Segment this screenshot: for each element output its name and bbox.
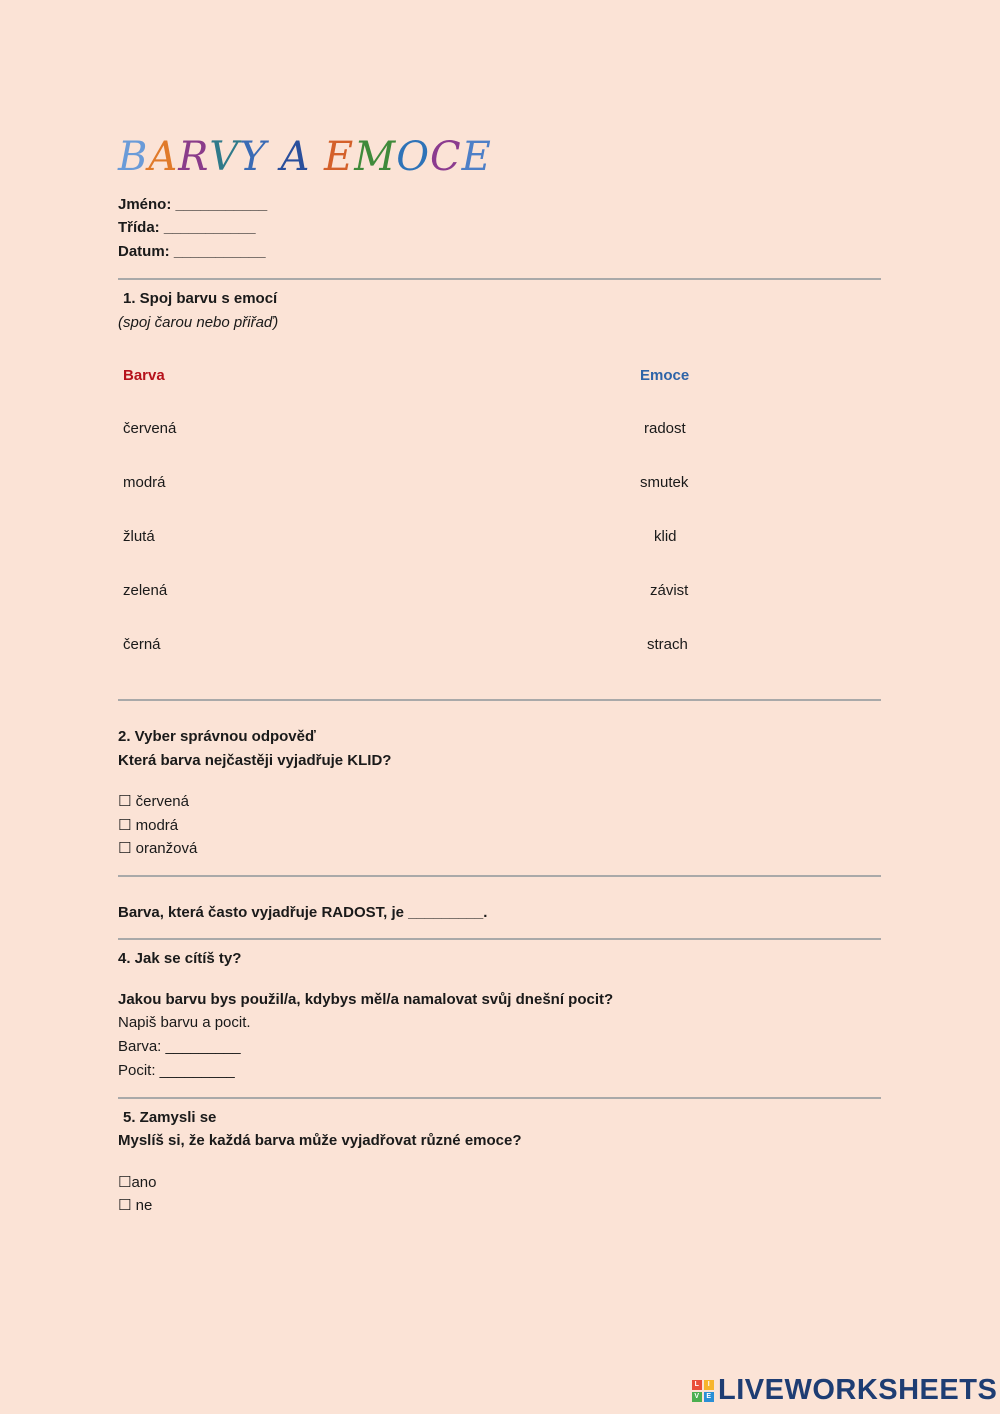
divider xyxy=(118,699,881,701)
q2-option-checkbox[interactable]: ☐ červená xyxy=(118,793,189,810)
q3-fill-blank[interactable]: Barva, která často vyjadřuje RADOST, je _________. xyxy=(118,904,488,921)
q2-option-checkbox[interactable]: ☐ modrá xyxy=(118,817,179,834)
title-letter: E xyxy=(324,134,355,180)
date-field[interactable]: Datum: ___________ xyxy=(118,243,266,260)
emotion-item[interactable]: smutek xyxy=(640,474,689,491)
logo-text: LIVEWORKSHEETS xyxy=(718,1374,998,1406)
color-item[interactable]: žlutá xyxy=(123,528,155,545)
logo-mark-icon xyxy=(692,1380,714,1402)
title-letter: C xyxy=(430,134,462,180)
q1-title: 1. Spoj barvu s emocí xyxy=(123,290,278,307)
emotion-item[interactable]: radost xyxy=(644,420,686,437)
q2-option-checkbox[interactable]: ☐ oranžová xyxy=(118,840,198,857)
title-letter xyxy=(310,134,324,180)
q5-question: Myslíš si, že každá barva může vyjadřovat různé emoce? xyxy=(118,1132,522,1149)
liveworksheets-logo xyxy=(692,1374,997,1407)
q2-question: Která barva nejčastěji vyjadřuje KLID? xyxy=(118,752,392,769)
emotion-item[interactable]: klid xyxy=(654,528,677,545)
emotion-item[interactable]: závist xyxy=(650,582,689,599)
logo-mark-i: I xyxy=(704,1380,714,1390)
class-field[interactable]: Třída: ___________ xyxy=(118,219,256,236)
title-letter: M xyxy=(354,134,397,180)
q4-question: Jakou barvu bys použil/a, kdybys měl/a namalovat svůj dnešní pocit? xyxy=(118,991,614,1008)
title-letter: E xyxy=(461,134,492,180)
title-letter: A xyxy=(148,134,179,180)
divider xyxy=(118,875,881,877)
divider xyxy=(118,1097,881,1099)
title-letter: A xyxy=(280,134,311,180)
color-item[interactable]: červená xyxy=(123,420,177,437)
q4-instruction: Napiš barvu a pocit. xyxy=(118,1014,251,1031)
q4-title: 4. Jak se cítíš ty? xyxy=(118,950,242,967)
q1-hint: (spoj čarou nebo přiřaď) xyxy=(118,314,279,331)
title-letter xyxy=(267,134,281,180)
divider xyxy=(118,278,881,280)
column-header-barva: Barva xyxy=(123,367,165,384)
title-letter: Y xyxy=(239,134,267,180)
q4-feeling-field[interactable]: Pocit: _________ xyxy=(118,1062,235,1079)
column-header-emoce: Emoce xyxy=(640,367,690,384)
title-letter: R xyxy=(178,134,210,180)
title-letter: V xyxy=(209,134,240,180)
q5-title: 5. Zamysli se xyxy=(123,1109,217,1126)
divider xyxy=(118,938,881,940)
q2-title: 2. Vyber správnou odpověď xyxy=(118,728,316,745)
color-item[interactable]: zelená xyxy=(123,582,168,599)
logo-mark-l: L xyxy=(692,1380,702,1390)
q4-color-field[interactable]: Barva: _________ xyxy=(118,1038,241,1055)
color-item[interactable]: černá xyxy=(123,636,161,653)
color-item[interactable]: modrá xyxy=(123,474,166,491)
logo-mark-v: V xyxy=(692,1392,702,1402)
q5-option-checkbox[interactable]: ☐ ne xyxy=(118,1197,153,1214)
worksheet-title xyxy=(118,134,492,180)
emotion-item[interactable]: strach xyxy=(647,636,688,653)
title-letter: O xyxy=(396,134,431,180)
name-field[interactable]: Jméno: ___________ xyxy=(118,196,268,213)
logo-mark-e: E xyxy=(704,1392,714,1402)
title-letter: B xyxy=(118,134,149,180)
q5-option-checkbox[interactable]: ☐ano xyxy=(118,1174,157,1191)
